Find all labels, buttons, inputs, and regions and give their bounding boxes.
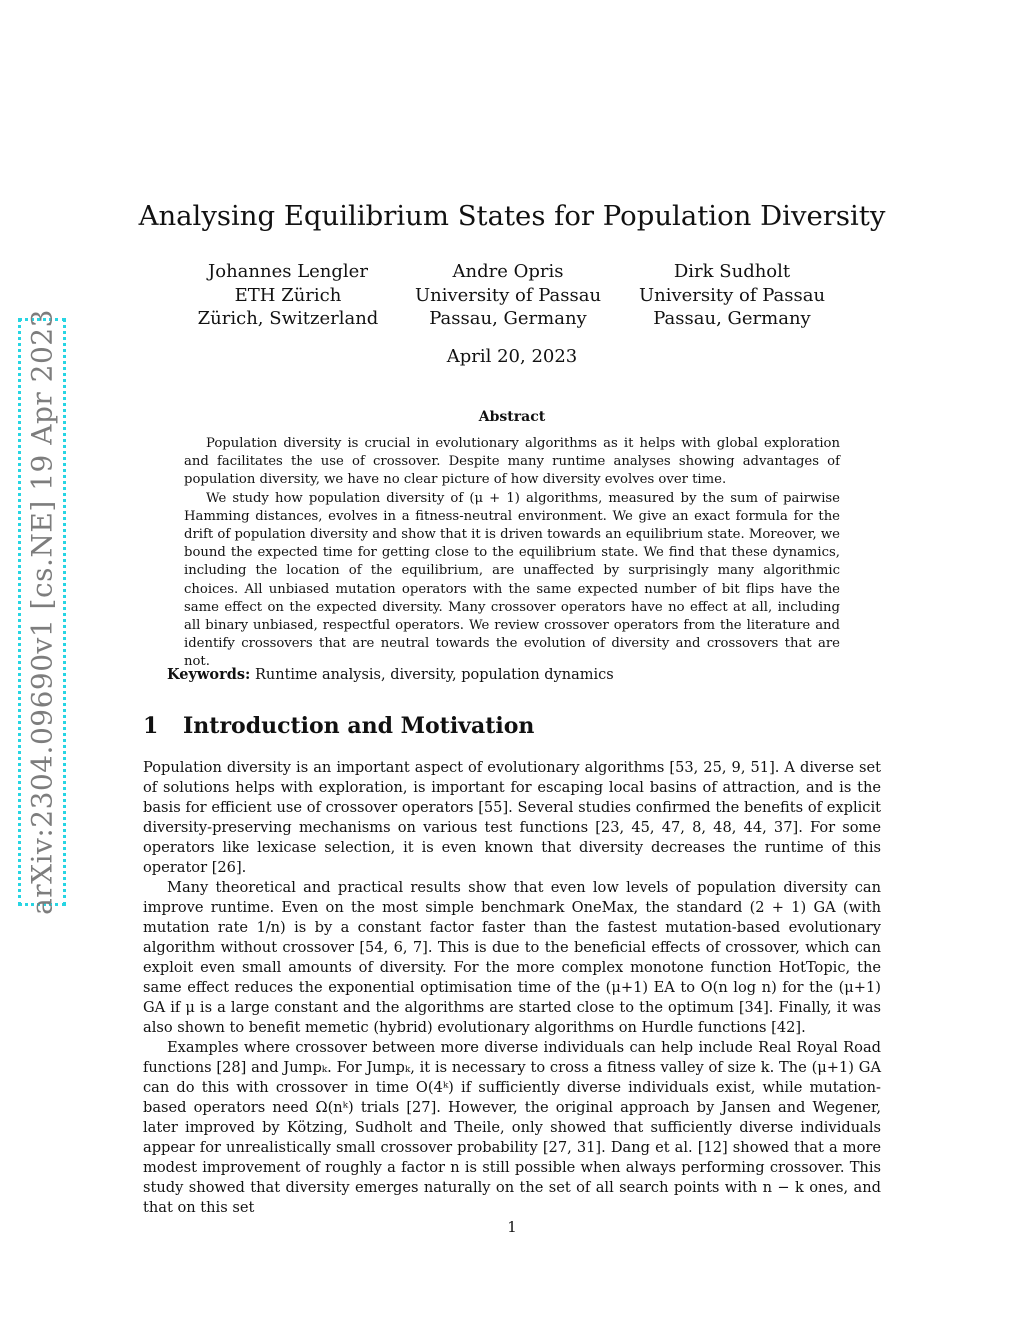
author-block-3 xyxy=(617,260,847,331)
body-paragraph: Many theoretical and practical results show that even low levels of population diversity can improve runtime. Even on the most simple benchmark OneMax, the standard (2 + 1) GA (with mutation rate 1/n) is by a constant factor faster than the fastest mutation-based evolutionary algorithm without crossover [54, 6, 7]. This is due to the beneficial effects of crossover, which can exploit even small amounts of diversity. For the more complex monotone function HotTopic, the same effect reduces the exponential optimisation time of the (μ+1) EA to O(n log n) for the (μ+1) GA if μ is a large constant and the algorithms are started close to the optimum [34]. Finally, it was also shown to benefit memetic (hybrid) evolutionary algorithms on Hurdle functions [42]. xyxy=(143,879,881,1036)
page-number: 1 xyxy=(507,1218,517,1236)
author-block-1 xyxy=(173,260,403,331)
section-title: Introduction and Motivation xyxy=(183,713,535,739)
author-affiliation: ETH Zürich xyxy=(234,284,342,306)
abstract-body xyxy=(184,435,840,672)
author-name: Dirk Sudholt xyxy=(673,261,791,282)
publication-date: April 20, 2023 xyxy=(446,346,578,367)
abstract-paragraph: Population diversity is crucial in evolutionary algorithms as it helps with global exploration and facilitates the use of crossover. Despite many runtime analyses showing advantages of population diversity, we have no clear picture of how diversity evolves over time. xyxy=(184,436,840,488)
section-heading xyxy=(143,713,534,739)
author-location: Zürich, Switzerland xyxy=(197,308,379,329)
author-affiliation: University of Passau xyxy=(414,284,602,306)
keywords-line xyxy=(167,666,614,683)
introduction-body xyxy=(143,758,881,1218)
keywords-text: Runtime analysis, diversity, population dynamics xyxy=(255,667,614,683)
arxiv-identifier-text: arXiv:2304.09690v1 [cs.NE] 19 Apr 2023 xyxy=(25,309,59,915)
body-paragraph: Population diversity is an important aspect of evolutionary algorithms [53, 25, 9, 51]. A diverse set of solutions helps with exploration, is important for escaping local basins of attraction, and is the basis for efficient use of crossover operators [55]. Several studies confirmed the benefits of explicit diversity-preserving mechanisms on various test functions [23, 45, 47, 8, 48, 44, 37]. For some operators like lexicase selection, it is even known that diversity decreases the runtime of this operator [26]. xyxy=(143,759,881,876)
abstract-paragraph: We study how population diversity of (μ + 1) algorithms, measured by the sum of pairwise Hamming distances, evolves in a fitness-neutral environment. We give an exact formula for the drift of population diversity and show that it is driven towards an equilibrium state. Moreover, we bound the expected time for getting close to the equilibrium state. We find that these dynamics, including the location of the equilibrium, are unaffected by surprisingly many algorithmic choices. All unbiased mutation operators with the same expected number of bit flips have the same effect on the expected diversity. Many crossover operators have no effect at all, including all binary unbiased, respectful operators. We review crossover operators from the literature and identify crossovers that are neutral towards the evolution of diversity and crossovers that are not. xyxy=(184,490,840,670)
keywords-label: Keywords: xyxy=(167,666,251,683)
author-name: Andre Opris xyxy=(452,261,564,282)
author-location: Passau, Germany xyxy=(653,308,811,329)
arxiv-identifier-stamp xyxy=(18,309,66,915)
abstract-heading: Abstract xyxy=(478,409,546,425)
author-block-2 xyxy=(393,260,623,331)
author-affiliation: University of Passau xyxy=(638,284,826,306)
body-paragraph: Examples where crossover between more diverse individuals can help include Real Royal Road functions [28] and Jumpₖ. For Jumpₖ, it is necessary to cross a fitness valley of size k. The (μ+1) GA can do this with crossover in time O(4ᵏ) if sufficiently diverse individuals exist, while mutation-based operators need Ω(nᵏ) trials [27]. However, the original approach by Jansen and Wegener, later improved by Kötzing, Sudholt and Theile, only showed that sufficiently diverse individuals appear for unrealistically small crossover probability [27, 31]. Dang et al. [12] showed that a more modest improvement of roughly a factor n is still possible when always performing crossover. This study showed that diversity emerges naturally on the set of all search points with n − k ones, and that on this set xyxy=(143,1039,881,1216)
author-name: Johannes Lengler xyxy=(208,261,368,282)
author-location: Passau, Germany xyxy=(429,308,587,329)
section-number: 1 xyxy=(143,713,159,739)
paper-title: Analysing Equilibrium States for Population Diversity xyxy=(138,200,886,232)
